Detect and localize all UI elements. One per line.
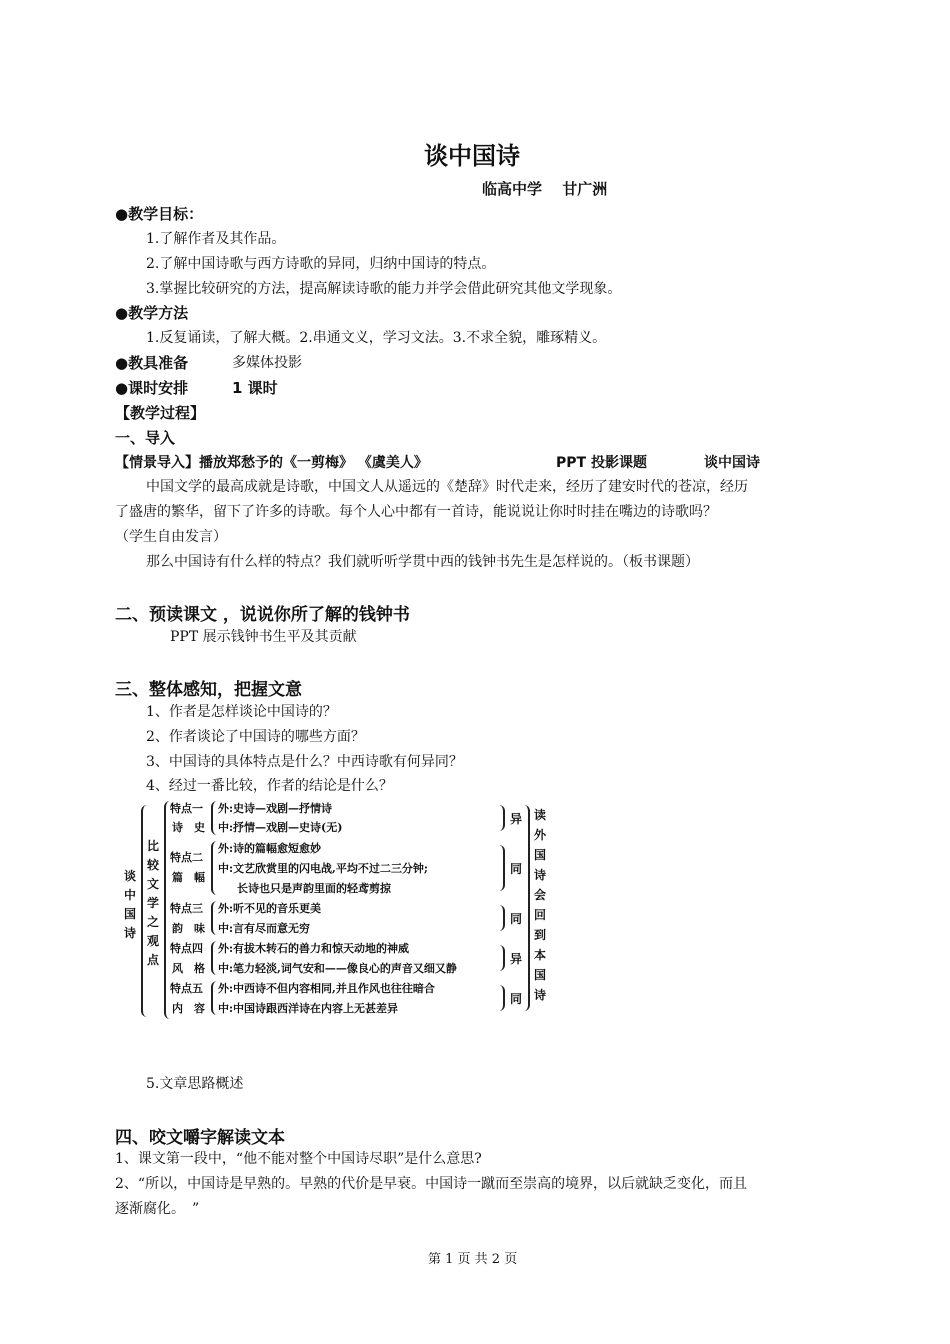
scene-intro: 【情景导入】播放郑愁予的《一剪梅》 《虞美人》	[115, 455, 428, 471]
row-brace	[211, 801, 218, 835]
feature-label: 特点一	[170, 802, 203, 815]
section2-text: PPT 展示钱钟书生平及其贡献	[170, 629, 357, 645]
row-brace	[211, 841, 218, 895]
process-heading: 【教学过程】	[115, 404, 206, 422]
west-text: 外:史诗—戏剧—抒情诗	[218, 802, 333, 815]
relation-label: 同	[510, 912, 523, 926]
paragraph-line: 那么中国诗有什么样的特点？我们就听听学贯中西的钱钟书先生是怎样说的。（板书课题）	[146, 554, 699, 570]
china-text: 中:言有尽而意无穷	[218, 922, 311, 935]
china-text: 长诗也只是声韵里面的轻鸢剪掠	[237, 882, 391, 895]
relation-brace	[497, 945, 505, 971]
section2-heading: 二、预读课文 ，说说你所了解的钱钟书	[115, 605, 410, 625]
question-item: 4、经过一番比较，作者的结论是什么？	[146, 778, 393, 794]
feature-label: 特点三	[170, 902, 203, 915]
question-item: 2、“所以，中国诗是早熟的。早熟的代价是早衰。中国诗一蹴而至崇高的境界，以后就缺乏变化，而且	[115, 1176, 748, 1192]
paragraph-line: 了盛唐的繁华，留下了许多的诗歌。每个人心中都有一首诗，能说说让你时时挂在嘴边的诗歌吗？	[115, 504, 717, 520]
goal-item: 2.了解中国诗歌与西方诗歌的异同，归纳中国诗的特点。	[146, 256, 496, 272]
section3-heading: 三、整体感知，把握文意	[115, 680, 302, 700]
feature-label: 特点二	[170, 851, 203, 864]
page-title: 谈中国诗	[424, 142, 520, 170]
diagram-conclusion: 读外国诗会回到本国诗	[533, 808, 546, 1002]
goals-heading: ●教学目标：	[115, 205, 204, 223]
paragraph-line: （学生自由发言）	[115, 529, 227, 545]
feature-name: 韵 味	[172, 922, 205, 935]
structure-diagram	[115, 797, 560, 1025]
relation-brace	[497, 905, 505, 931]
row-brace	[211, 941, 218, 975]
west-text: 外:诗的篇幅愈短愈妙	[218, 842, 322, 855]
china-text: 中:笔力轻淡,词气安和——像良心的声音又细又静	[218, 962, 457, 975]
page-footer: 第 1 页 共 2 页	[428, 1252, 518, 1267]
hours-heading: ●课时安排	[115, 379, 189, 397]
relation-brace	[497, 985, 505, 1011]
west-text: 外:有拔木转石的兽力和惊天动地的神威	[218, 942, 410, 955]
relation-label: 同	[510, 992, 523, 1006]
west-text: 外:听不见的音乐更美	[218, 902, 322, 915]
feature-name: 内 容	[172, 1002, 205, 1015]
method-heading: ●教学方法	[115, 304, 189, 322]
goal-item: 3.掌握比较研究的方法，提高解读诗歌的能力并学会借此研究其他文学现象。	[146, 281, 622, 297]
section1-heading: 一、导入	[115, 429, 176, 447]
method-text: 1.反复诵读，了解大概。2.串通文义，学习文法。3.不求全貌，雕琢精义。	[146, 330, 607, 346]
feature-name: 风 格	[172, 962, 205, 975]
china-text: 中:中国诗跟西洋诗在内容上无甚差异	[218, 1002, 399, 1015]
feature-label: 特点四	[170, 942, 203, 955]
ppt-label: PPT 投影课题	[556, 455, 647, 471]
relation-brace	[497, 845, 505, 891]
feature-name: 篇 幅	[172, 871, 205, 884]
question-item: 5.文章思路概述	[146, 1076, 244, 1092]
paragraph-line: 中国文学的最高成就是诗歌，中国文人从遥远的《楚辞》时代走来，经历了建安时代的苍凉，经历	[146, 479, 748, 495]
feature-name: 诗 史	[172, 821, 205, 834]
row-brace	[211, 901, 218, 935]
ppt-title: 谈中国诗	[704, 455, 760, 471]
relation-label: 异	[510, 952, 523, 966]
hours-text: 1 课时	[232, 379, 278, 397]
west-text: 外:中西诗不但内容相同,并且作风也往往暗合	[218, 982, 435, 995]
feature-label: 特点五	[170, 982, 203, 995]
conclusion-brace	[522, 805, 530, 1011]
diagram-root: 谈中国诗	[123, 869, 136, 940]
relation-label: 异	[510, 812, 523, 826]
china-text: 中:文艺欣赏里的闪电战,平均不过二三分钟;	[218, 862, 428, 875]
section4-heading: 四、咬文嚼字解读文本	[115, 1128, 285, 1148]
diagram-compare: 比较文学之观点	[146, 839, 159, 967]
relation-brace	[497, 805, 505, 831]
goal-item: 1.了解作者及其作品。	[146, 231, 286, 247]
tools-heading: ●教具准备	[115, 354, 189, 372]
author: 临高中学 甘广洲	[482, 180, 608, 198]
question-item: 2、作者谈论了中国诗的哪些方面？	[146, 729, 365, 745]
tools-text: 多媒体投影	[232, 355, 302, 371]
question-item: 逐渐腐化。 ”	[115, 1201, 200, 1217]
question-item: 1、课文第一段中，“他不能对整个中国诗尽职”是什么意思?	[115, 1151, 482, 1167]
question-item: 3、中国诗的具体特点是什么？中西诗歌有何异同？	[146, 754, 463, 770]
question-item: 1、作者是怎样谈论中国诗的？	[146, 704, 337, 720]
china-text: 中:抒情—戏剧—史诗(无)	[218, 821, 343, 834]
row-brace	[211, 981, 218, 1015]
relation-label: 同	[510, 862, 523, 876]
